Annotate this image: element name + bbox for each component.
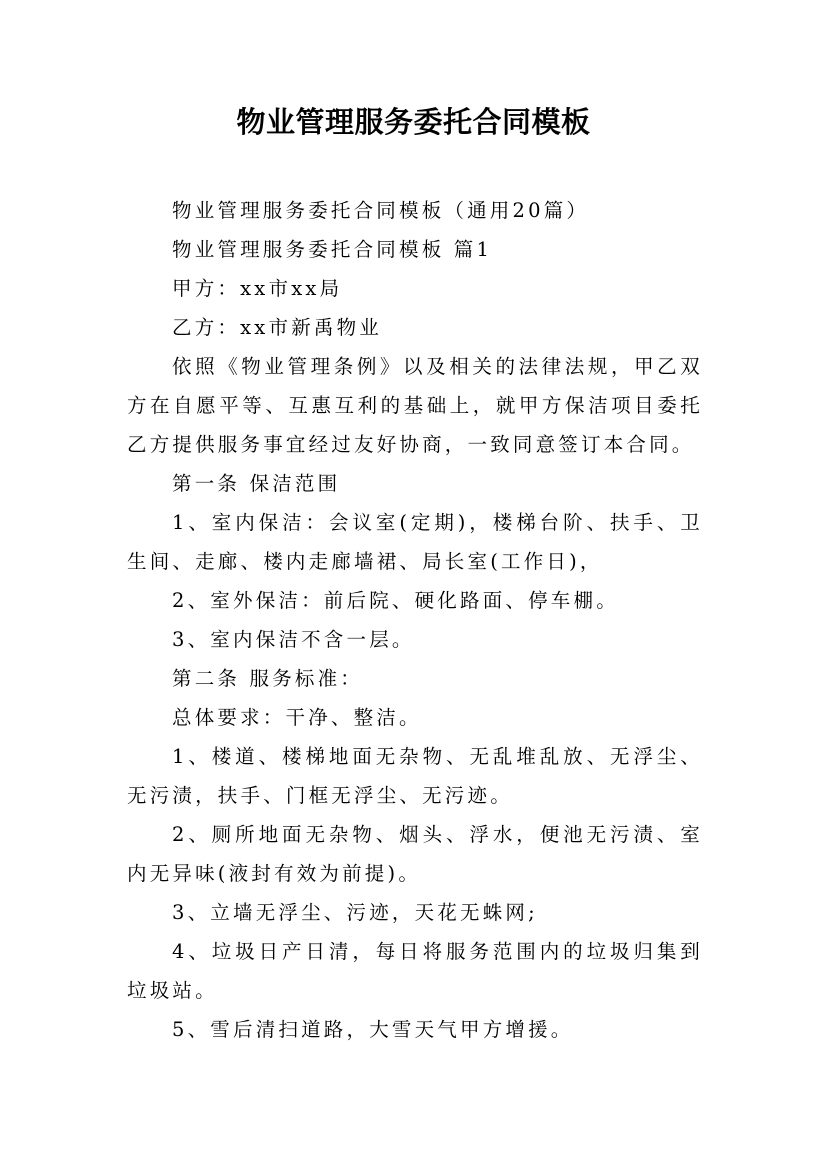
- party-a-line: 甲方：xx市xx局: [172, 277, 343, 300]
- article-2-item-5: 5、雪后清扫道路，大雪天气甲方增援。: [172, 1018, 574, 1041]
- article-1-item-1: 1、室内保洁：会议室(定期)，楼梯台阶、扶手、卫生间、走廊、楼内走廊墙裙、局长室(工作日)，: [127, 511, 703, 573]
- subtitle-paragraph: 物业管理服务委托合同模板（通用20篇）: [172, 199, 590, 222]
- party-b-line: 乙方：xx市新禹物业: [172, 316, 382, 339]
- article-1-heading: 第一条 保洁范围: [172, 472, 341, 495]
- section-heading: 物业管理服务委托合同模板 篇1: [172, 238, 493, 261]
- article-2-item-4: 4、垃圾日产日清，每日将服务范围内的垃圾归集到垃圾站。: [127, 940, 703, 1002]
- intro-paragraph: 依照《物业管理条例》以及相关的法律法规，甲乙双方在自愿平等、互惠互利的基础上，就甲方保洁项目委托乙方提供服务事宜经过友好协商，一致同意签订本合同。: [127, 355, 703, 456]
- article-2-heading: 第二条 服务标准：: [172, 667, 363, 690]
- document-body: [127, 191, 703, 1049]
- article-1-item-3: 3、室内保洁不含一层。: [172, 628, 415, 651]
- document-title: 物业管理服务委托合同模板: [236, 105, 591, 139]
- article-1-item-2: 2、室外保洁：前后院、硬化路面、停车棚。: [172, 589, 619, 612]
- article-2-item-1: 1、楼道、楼梯地面无杂物、无乱堆乱放、无浮尘、无污渍，扶手、门框无浮尘、无污迹。: [127, 745, 703, 807]
- article-2-item-3: 3、立墙无浮尘、污迹，天花无蛛网;: [172, 901, 538, 924]
- general-requirement: 总体要求：干净、整洁。: [172, 706, 422, 729]
- article-2-item-2: 2、厕所地面无杂物、烟头、浮水，便池无污渍、室内无异味(液封有效为前提)。: [127, 823, 703, 885]
